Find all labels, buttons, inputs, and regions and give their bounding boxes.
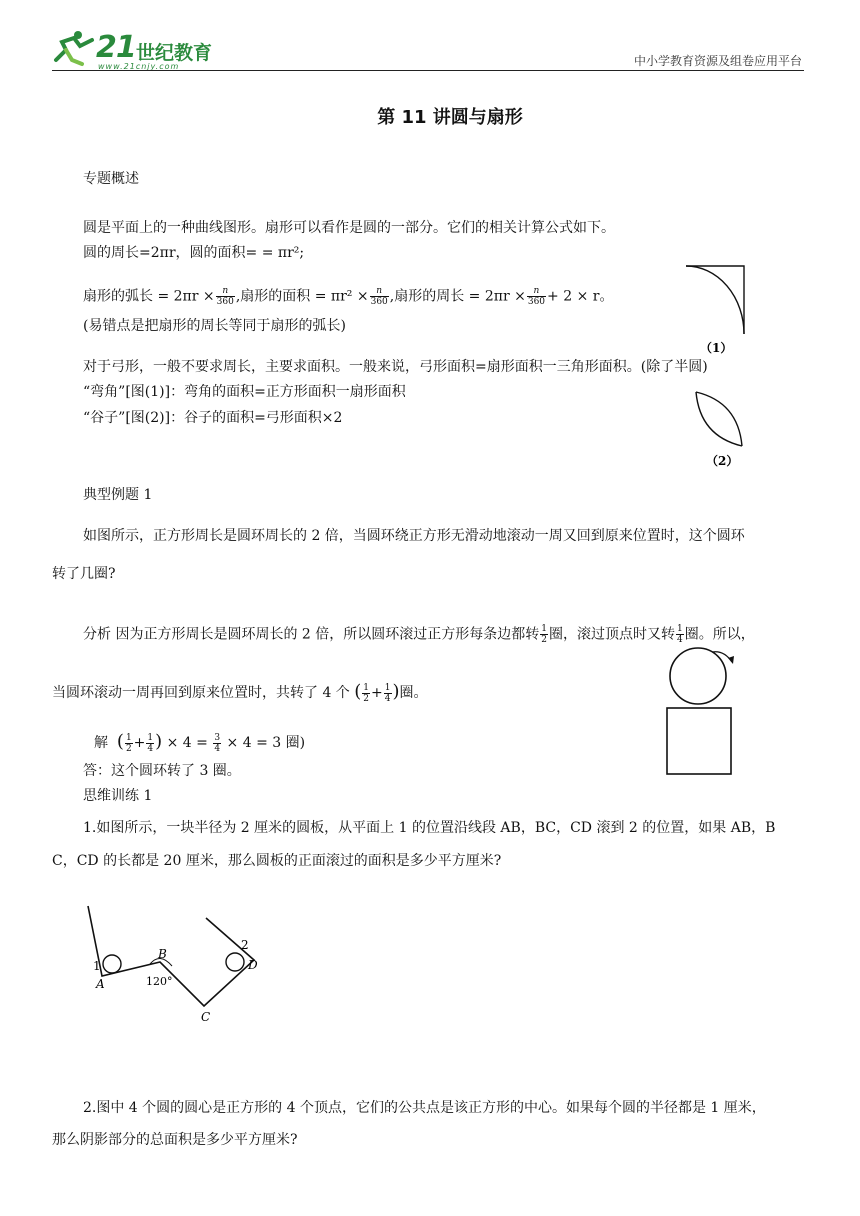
example-heading: 典型例题 1 — [83, 487, 153, 503]
header-rule — [52, 70, 804, 71]
runner-logo-icon — [52, 30, 98, 68]
fig2-label: （2） — [706, 454, 739, 468]
overview-heading: 专题概述 — [83, 171, 139, 187]
solution-line: 解 ( $\frac{1}{2}$ + $\frac{1}{4}$ ) × 4 = $\frac{3}{4}$ × 4 = 3 圈) — [94, 731, 306, 754]
circle-formula: 圆的周长=2πr，圆的面积= = πr²; — [83, 245, 305, 261]
ring-square-figure — [660, 640, 760, 780]
fraction: $\frac{1}{4}$ — [147, 732, 154, 754]
fraction: $\frac{1}{4}$ — [384, 682, 391, 704]
logo-number: 21 — [96, 30, 136, 65]
angle-label: 120° — [146, 975, 173, 988]
fraction: $\frac{1}{2}$ — [541, 624, 547, 645]
sector-formula: 扇形的弧长 = 2πr × $\frac{n}{360}$ ,扇形的面积 = πr² × $\frac{n}{360}$ ,扇形的周长 = 2πr × $\frac{n}{360}$ + 2 × r。 — [83, 286, 614, 307]
q1-line2: C，CD 的长都是 20 厘米，那么圆板的正面滚过的面积是多少平方厘米? — [52, 853, 502, 869]
analysis-line2: 当圆环滚动一周再回到原来位置时，共转了 4 个 ( $\frac{1}{2}$ + $\frac{1}{4}$ )圈。 — [52, 681, 428, 704]
fraction: $\frac{3}{4}$ — [214, 732, 221, 754]
training-heading: 思维训练 1 — [83, 788, 153, 804]
example-problem-line1: 如图所示，正方形周长是圆环周长的 2 倍，当圆环绕正方形无滑动地滚动一周又回到原来位置时，这个圆环 — [83, 528, 745, 544]
overview-note: (易错点是把扇形的周长等同于扇形的弧长) — [83, 318, 346, 334]
overview-grain: “谷子”[图(2)]：谷子的面积=弓形面积×2 — [83, 410, 343, 426]
overview-corner: “弯角”[图(1)]：弯角的面积=正方形面积一扇形面积 — [83, 384, 406, 400]
header-logo — [52, 28, 222, 72]
logo-text: 世纪教育 — [136, 42, 213, 64]
overview-bow: 对于弓形，一般不要求周长，主要求面积。一般来说，弓形面积=扇形面积一三角形面积。(除了半圆) — [83, 359, 708, 375]
point-B-label: B — [158, 947, 167, 961]
q1-line1: 1.如图所示，一块半径为 2 厘米的圆板，从平面上 1 的位置沿线段 AB，BC，CD 滚到 2 的位置，如果 AB，B — [83, 820, 776, 836]
q2-line1: 2.图中 4 个圆的圆心是正方形的 4 个顶点，它们的公共点是该正方形的中心。如果每个圆的半径都是 1 厘米， — [83, 1100, 766, 1116]
point-2-label: 2 — [241, 938, 249, 952]
fraction: $\frac{n}{360}$ — [370, 286, 388, 307]
example-answer: 答：这个圆环转了 3 圈。 — [83, 763, 241, 779]
analysis-line1: 分析 因为正方形周长是圆环周长的 2 倍，所以圆环滚过正方形每条边都转 $\frac{1}{2}$ 圈，滚过顶点时又转 $\frac{1}{4}$ 圈。所以， — [83, 624, 755, 645]
q2-line2: 那么阴影部分的总面积是多少平方厘米? — [52, 1132, 298, 1148]
page-title: 第 11 讲圆与扇形 — [377, 107, 523, 128]
overview-intro: 圆是平面上的一种曲线图形。扇形可以看作是圆的一部分。它们的相关计算公式如下。 — [83, 220, 615, 236]
logo-url: www.21cnjy.com — [98, 62, 180, 71]
grain-figure — [688, 388, 758, 470]
fraction: $\frac{1}{2}$ — [363, 682, 370, 704]
fraction: $\frac{1}{2}$ — [125, 732, 132, 754]
point-C-label: C — [201, 1010, 211, 1024]
fraction: $\frac{n}{360}$ — [216, 286, 234, 307]
platform-name: 中小学教育资源及组卷应用平台 — [633, 54, 802, 68]
point-D-label: D — [248, 958, 258, 972]
fraction: $\frac{1}{4}$ — [677, 624, 683, 645]
fraction: $\frac{n}{360}$ — [527, 286, 546, 307]
point-A-label: A — [96, 977, 105, 991]
corner-figure — [680, 262, 760, 357]
point-1-label: 1 — [93, 959, 101, 973]
rolling-path-figure — [84, 900, 274, 1025]
fig1-label: （1） — [700, 341, 733, 355]
example-problem-line2: 转了几圈? — [52, 566, 116, 582]
